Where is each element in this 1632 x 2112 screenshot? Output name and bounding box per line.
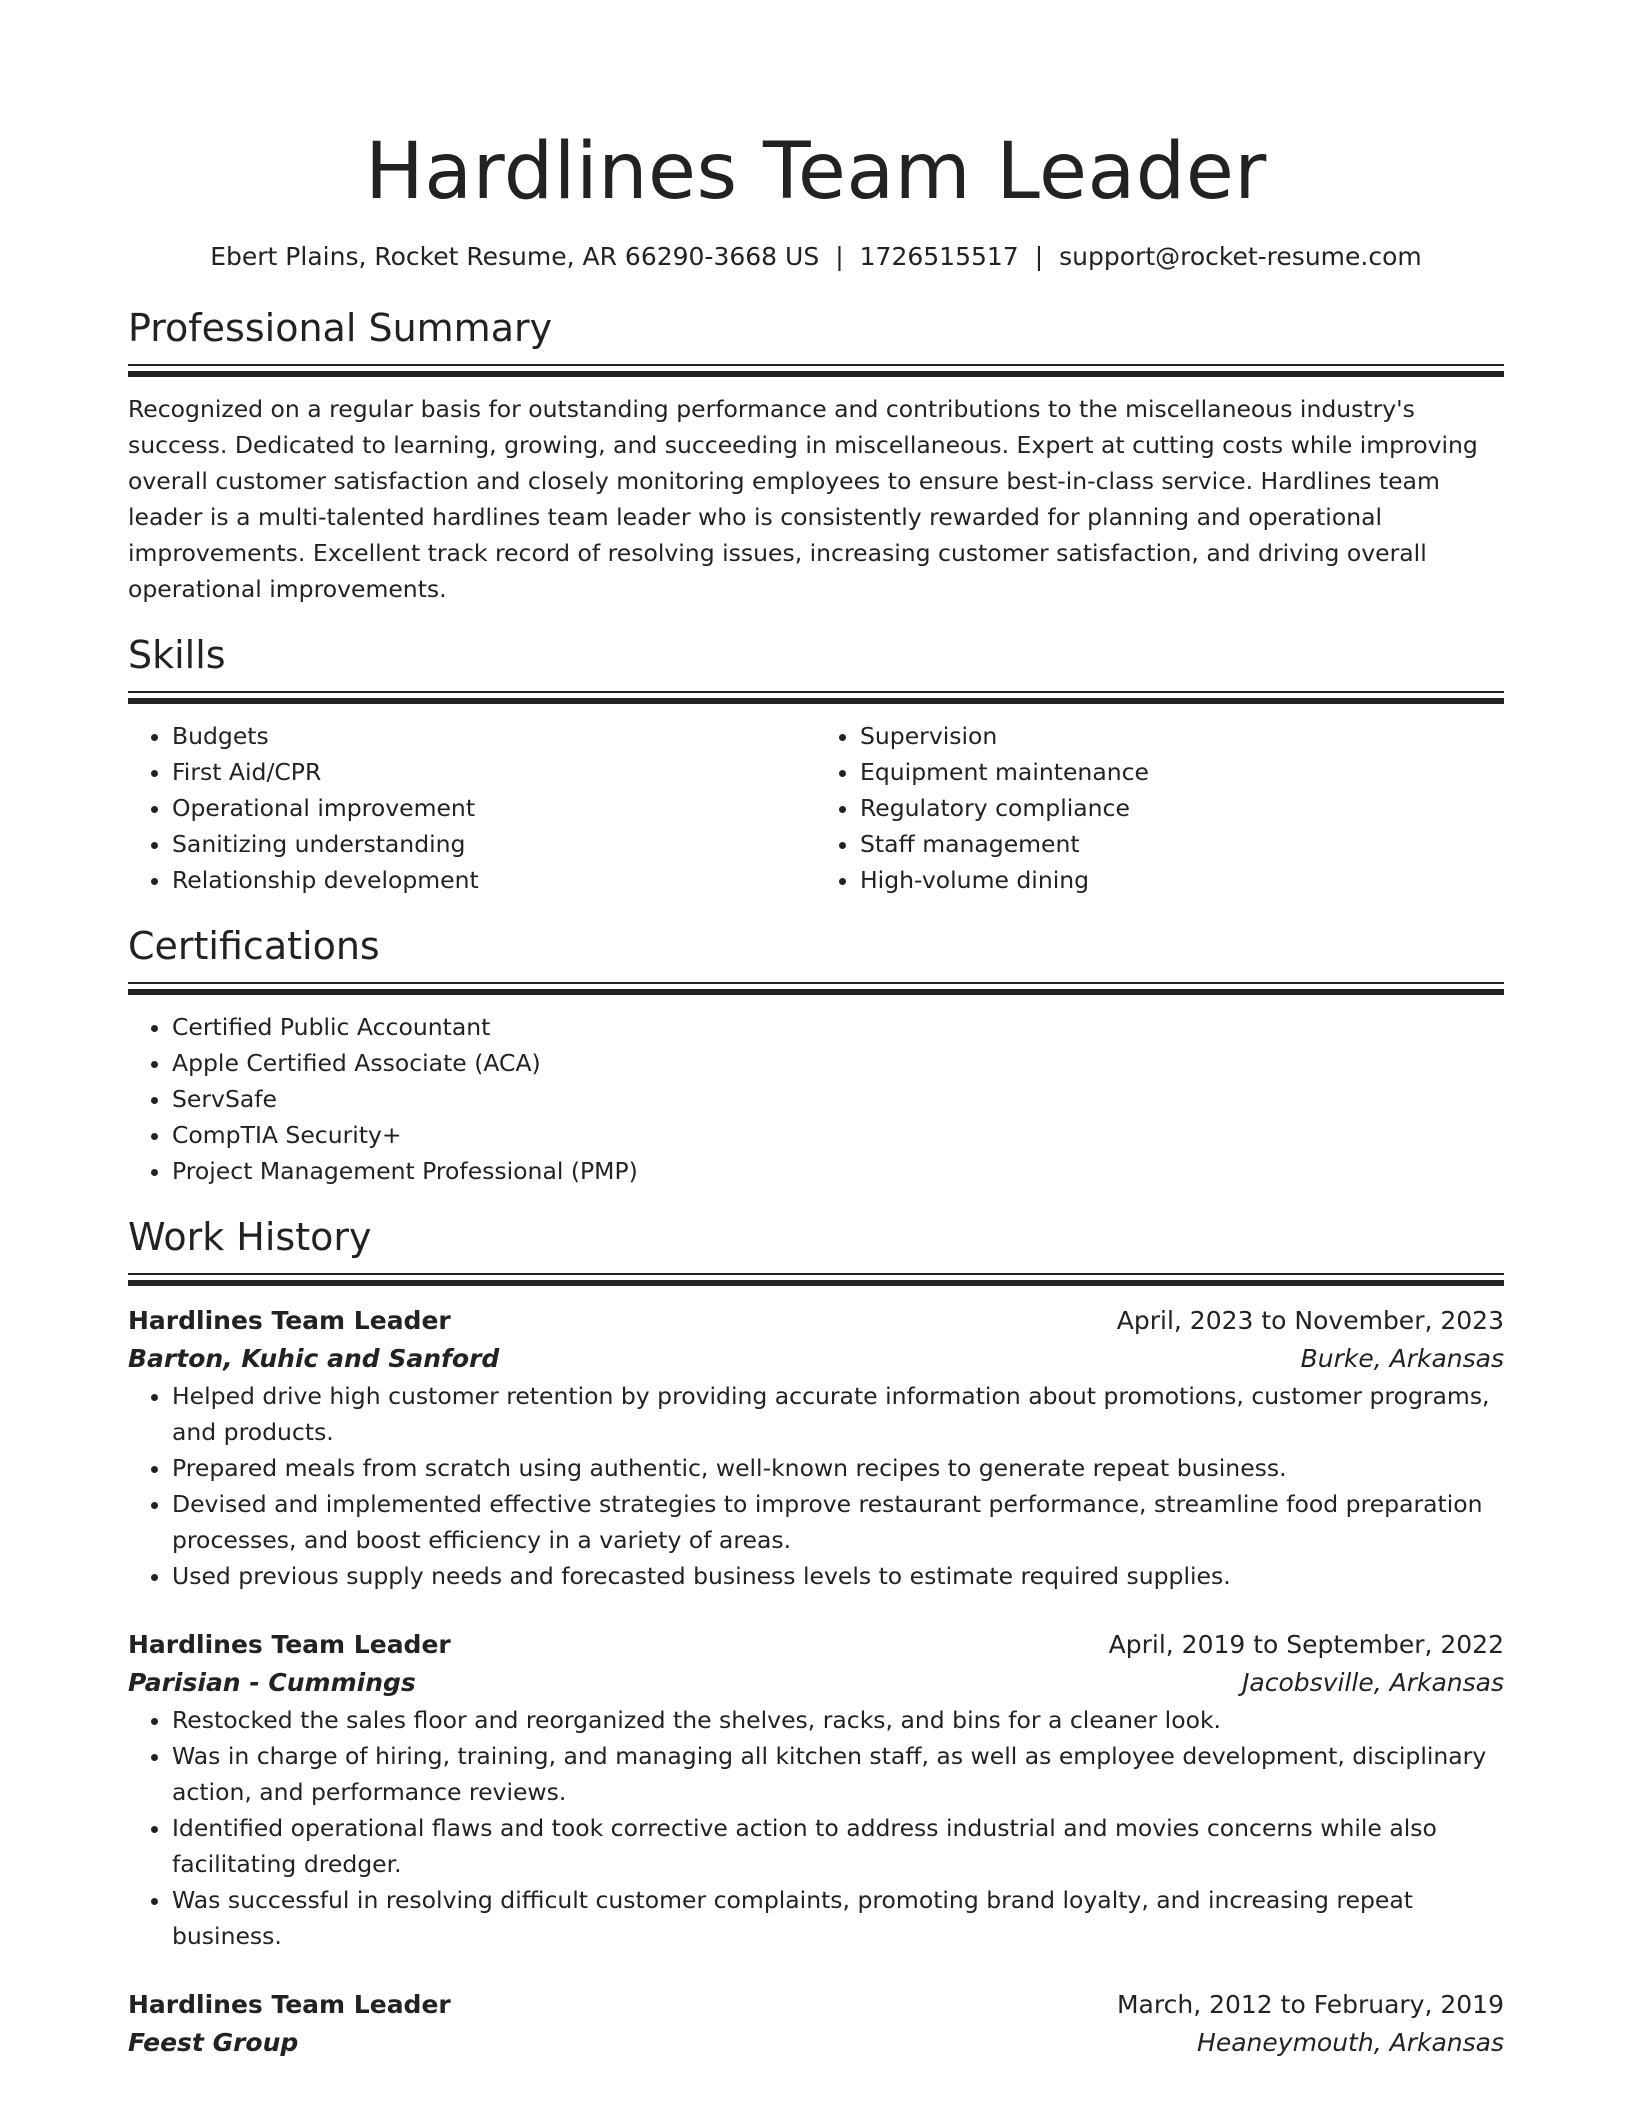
certification-item: • CompTIA Security+ xyxy=(172,1117,1504,1153)
work-history-section xyxy=(128,1213,1504,2062)
job-location: Burke, Arkansas xyxy=(1300,1344,1504,1373)
job-subheader xyxy=(128,1664,1504,1702)
job-company: Barton, Kuhic and Sanford xyxy=(128,1344,500,1373)
section-title-certifications: Certifications xyxy=(128,924,380,968)
job-bullet: • Devised and implemented effective strategies to improve restaurant performance, streamline food preparation processes, and boost efficiency in a variety of areas. xyxy=(172,1486,1504,1558)
certifications-list xyxy=(128,1009,1504,1189)
section-rule xyxy=(128,1273,1504,1275)
section-rule xyxy=(128,982,1504,984)
section-title-work-history: Work History xyxy=(128,1215,372,1259)
skill-item: • Supervision xyxy=(860,718,1504,754)
job-company: Parisian - Cummings xyxy=(128,1668,416,1697)
job-entry xyxy=(128,1986,1504,2062)
job-bullet: • Was successful in resolving difficult customer complaints, promoting brand loyalty, and increasing repeat business. xyxy=(172,1882,1504,1954)
job-bullet: • Restocked the sales floor and reorganized the shelves, racks, and bins for a cleaner look. xyxy=(172,1702,1504,1738)
certification-item: • Apple Certified Associate (ACA) xyxy=(172,1045,1504,1081)
skill-item: • Equipment maintenance xyxy=(860,754,1504,790)
section-rule xyxy=(128,698,1504,704)
job-bullet: • Prepared meals from scratch using authentic, well-known recipes to generate repeat business. xyxy=(172,1450,1504,1486)
job-entry xyxy=(128,1626,1504,1954)
skills-list-right xyxy=(816,718,1504,898)
job-bullet: • Identified operational flaws and took corrective action to address industrial and movies concerns while also facilitating dredger. xyxy=(172,1810,1504,1882)
job-subheader xyxy=(128,1340,1504,1378)
job-location: Jacobsville, Arkansas xyxy=(1242,1668,1504,1697)
skill-item: • Relationship development xyxy=(172,862,816,898)
summary-section xyxy=(128,304,1504,607)
skill-item: • Sanitizing understanding xyxy=(172,826,816,862)
certification-item: • ServSafe xyxy=(172,1081,1504,1117)
skill-item: • High-volume dining xyxy=(860,862,1504,898)
skill-item: • Budgets xyxy=(172,718,816,754)
resume-name: Hardlines Team Leader xyxy=(365,127,1267,217)
job-company: Feest Group xyxy=(128,2028,299,2057)
certifications-section xyxy=(128,922,1504,1189)
section-rule xyxy=(128,1280,1504,1286)
section-title-summary: Professional Summary xyxy=(128,306,553,350)
job-subheader xyxy=(128,2024,1504,2062)
contact-separator: | xyxy=(835,242,844,271)
job-bullet: • Helped drive high customer retention by providing accurate information about promotions, customer programs, and products. xyxy=(172,1378,1504,1450)
job-bullet: • Used previous supply needs and forecasted business levels to estimate required supplies. xyxy=(172,1558,1504,1594)
contact-phone[interactable]: 1726515517 xyxy=(859,242,1019,271)
job-title: Hardlines Team Leader xyxy=(128,1630,451,1659)
job-header xyxy=(128,1302,1504,1340)
job-dates: April, 2019 to September, 2022 xyxy=(1108,1630,1504,1659)
contact-separator: | xyxy=(1034,242,1044,271)
contact-email[interactable]: support@rocket-resume.com xyxy=(1059,242,1422,271)
resume-page xyxy=(128,0,1504,2062)
section-rule xyxy=(128,371,1504,377)
certification-item: • Project Management Professional (PMP) xyxy=(172,1153,1504,1189)
skills-grid xyxy=(128,718,1504,898)
job-bullets xyxy=(128,1702,1504,1954)
job-bullets xyxy=(128,1378,1504,1594)
job-bullet: • Was in charge of hiring, training, and managing all kitchen staff, as well as employee development, disciplinary action, and performance reviews. xyxy=(172,1738,1504,1810)
job-entry xyxy=(128,1302,1504,1594)
skill-item: • Staff management xyxy=(860,826,1504,862)
summary-text: Recognized on a regular basis for outstanding performance and contributions to the miscellaneous industry's success. Dedicated to learning, growing, and succeeding in miscellaneous. Expert at cutting costs while improving overall customer satisfaction and closely monitoring employees to ensure best-in-class service. Hardlines team leader is a multi-talented hardlines team leader who is consistently rewarded for planning and operational improvements. Excellent track record of resolving issues, increasing customer satisfaction, and driving overall operational improvements. xyxy=(128,395,1478,603)
job-header xyxy=(128,1626,1504,1664)
section-title-skills: Skills xyxy=(128,633,226,677)
contact-line xyxy=(128,240,1504,274)
job-location: Heaneymouth, Arkansas xyxy=(1197,2028,1504,2057)
job-title: Hardlines Team Leader xyxy=(128,1306,451,1335)
section-rule xyxy=(128,691,1504,693)
skills-list-left xyxy=(128,718,816,898)
job-header xyxy=(128,1986,1504,2024)
skill-item: • Operational improvement xyxy=(172,790,816,826)
contact-address: Ebert Plains, Rocket Resume, AR 66290-3668 US xyxy=(210,242,820,271)
skill-item: • First Aid/CPR xyxy=(172,754,816,790)
certification-item: • Certified Public Accountant xyxy=(172,1009,1504,1045)
job-title: Hardlines Team Leader xyxy=(128,1990,451,2019)
job-dates: April, 2023 to November, 2023 xyxy=(1116,1306,1504,1335)
skill-item: • Regulatory compliance xyxy=(860,790,1504,826)
section-rule xyxy=(128,364,1504,366)
skills-section xyxy=(128,631,1504,898)
section-rule xyxy=(128,989,1504,995)
job-dates: March, 2012 to February, 2019 xyxy=(1116,1990,1504,2019)
